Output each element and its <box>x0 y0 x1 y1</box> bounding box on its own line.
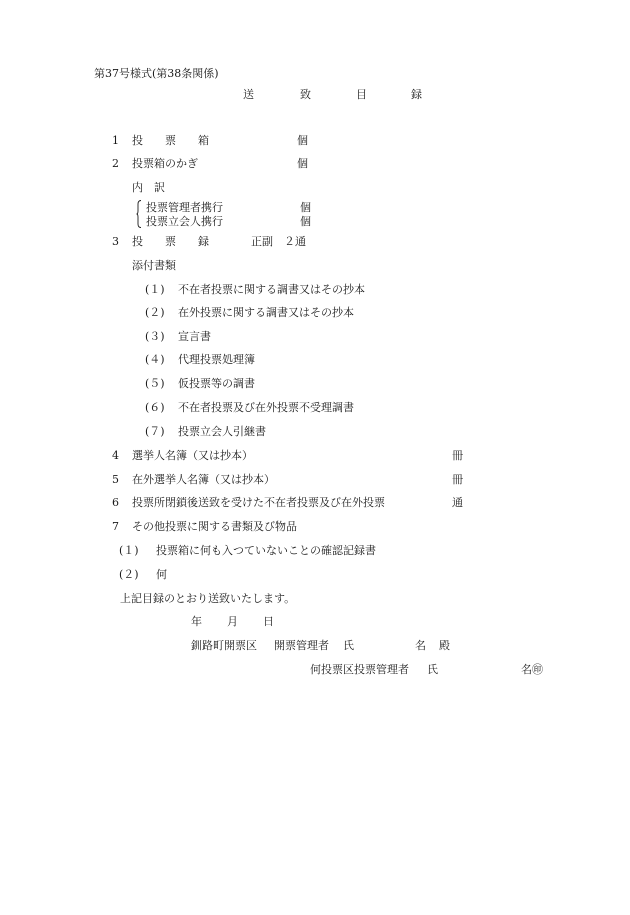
recipient-honorific: 殿 <box>439 639 450 652</box>
item7-subitem-2-number: (２) <box>119 568 139 581</box>
attachment-6-number: (６) <box>145 401 165 414</box>
attachment-2-text: 在外投票に関する調書又はその抄本 <box>178 306 354 319</box>
item3-attachments-label: 添付書類 <box>132 259 176 272</box>
attachment-6-text: 不在者投票及び在外投票不受理調書 <box>178 401 354 414</box>
item4-label: 選挙人名簿（又は抄本） <box>132 449 253 462</box>
item7-subitem-1-number: (１) <box>119 544 139 557</box>
attachment-7-text: 投票立会人引継書 <box>178 425 266 438</box>
item7-label: その他投票に関する書類及び物品 <box>132 520 297 533</box>
attachment-1-text: 不在者投票に関する調書又はその抄本 <box>178 283 365 296</box>
closing-statement: 上記目録のとおり送致いたします。 <box>120 592 296 605</box>
recipient-shi: 氏 <box>343 639 354 652</box>
item2-number: 2 <box>112 157 119 170</box>
item1-number: 1 <box>112 134 119 147</box>
sender-role: 何投票区投票管理者 <box>310 663 409 676</box>
attachment-5-text: 仮投票等の調書 <box>178 377 255 390</box>
date-day: 日 <box>263 615 274 628</box>
item1-label: 投 票 箱 <box>132 134 209 147</box>
item3-copies: 正副 ２通 <box>251 235 306 248</box>
recipient-role: 開票管理者 <box>274 639 329 652</box>
item5-number: 5 <box>112 473 119 486</box>
item5-label: 在外選挙人名簿（又は抄本） <box>132 473 275 486</box>
item6-label: 投票所閉鎖後送致を受けた不在者投票及び在外投票 <box>132 496 385 509</box>
attachment-2-number: (２) <box>145 306 165 319</box>
attachment-7-number: (７) <box>145 425 165 438</box>
title-char-2: 致 <box>300 88 311 101</box>
title-char-3: 目 <box>356 88 367 101</box>
attachment-4-text: 代理投票処理簿 <box>178 353 255 366</box>
item2-breakdown-item-1-unit: 個 <box>300 201 311 214</box>
recipient-mei: 名 <box>415 639 426 652</box>
attachment-1-number: (１) <box>145 283 165 296</box>
item1-unit: 個 <box>297 134 308 147</box>
title-char-4: 録 <box>411 88 422 101</box>
item2-breakdown-item-2-label: 投票立会人携行 <box>146 215 223 228</box>
item2-breakdown-item-2-unit: 個 <box>300 215 311 228</box>
attachment-5-number: (５) <box>145 377 165 390</box>
date-year: 年 <box>191 615 202 628</box>
date-month: 月 <box>227 615 238 628</box>
item5-unit: 冊 <box>452 473 463 486</box>
item3-label: 投 票 録 <box>132 235 209 248</box>
item2-breakdown-label: 内 訳 <box>132 181 165 194</box>
title-char-1: 送 <box>243 88 254 101</box>
attachment-3-text: 宣言書 <box>178 330 211 343</box>
recipient-district: 釧路町開票区 <box>191 639 257 652</box>
item2-breakdown-item-1-label: 投票管理者携行 <box>146 201 223 214</box>
item4-number: 4 <box>112 449 119 462</box>
attachment-4-number: (４) <box>145 353 165 366</box>
item6-unit: 通 <box>452 496 463 509</box>
item2-label: 投票箱のかぎ <box>132 157 198 170</box>
item7-subitem-2-text: 何 <box>156 568 167 581</box>
brace-icon <box>136 200 142 228</box>
attachment-3-number: (３) <box>145 330 165 343</box>
item7-subitem-1-text: 投票箱に何も入つていないことの確認記録書 <box>156 544 376 557</box>
form-number: 第37号様式(第38条関係) <box>94 67 219 80</box>
sender-mei-seal: 名㊞ <box>521 663 543 676</box>
item7-number: 7 <box>112 520 119 533</box>
sender-shi: 氏 <box>427 663 438 676</box>
item3-number: 3 <box>112 235 119 248</box>
item2-unit: 個 <box>297 157 308 170</box>
item6-number: 6 <box>112 496 119 509</box>
item4-unit: 冊 <box>452 449 463 462</box>
